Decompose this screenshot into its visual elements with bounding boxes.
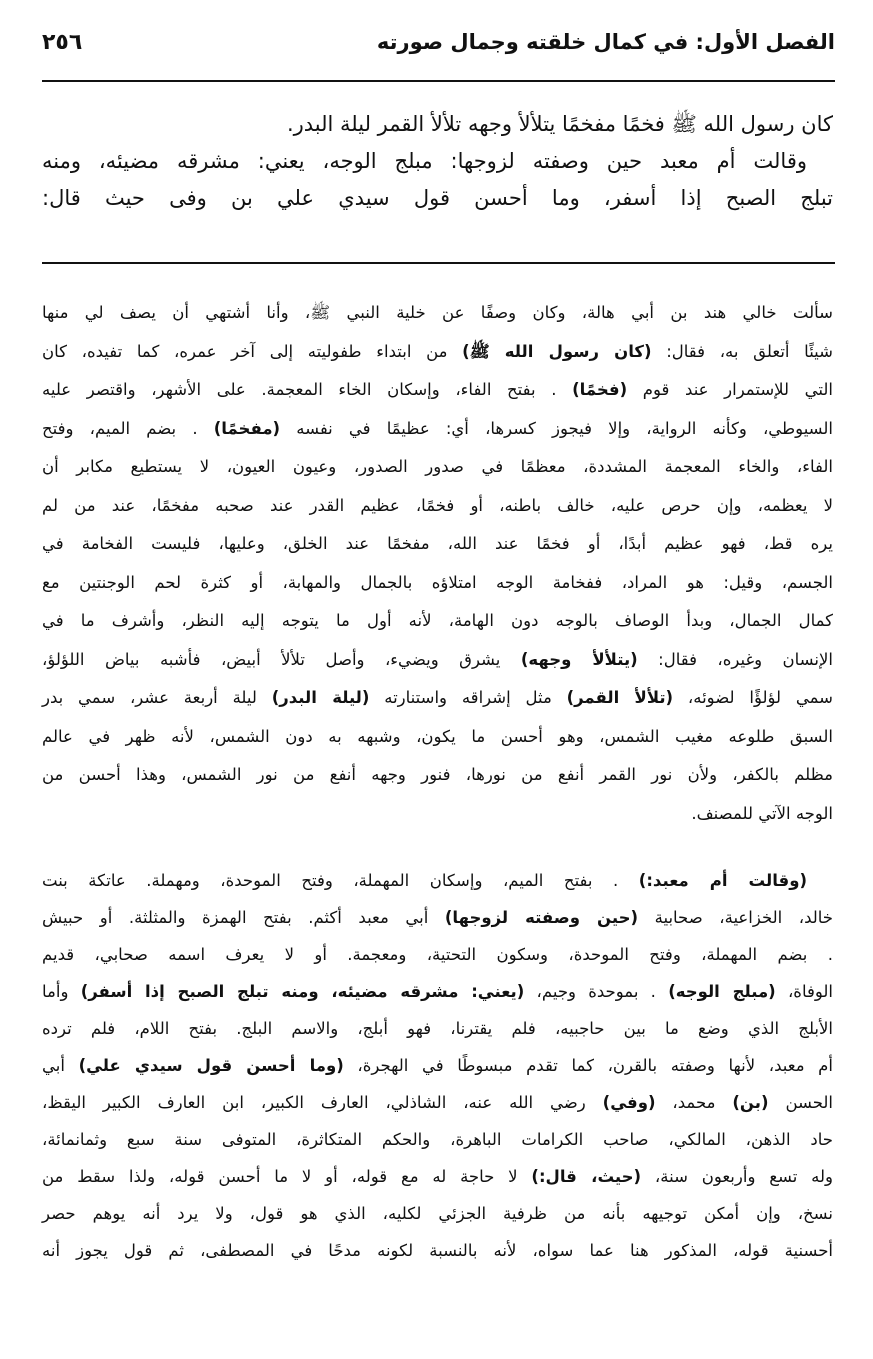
text-segment: كان رسول الله ﷺ فخمًا مفخمًا يتلألأ وجهه تلألأ القمر ليلة البدر. <box>286 112 833 136</box>
text-segment: . بفتح الفاء، وإسكان الخاء المعجمة. على الأشهر، واقتصر عليه <box>42 380 573 399</box>
text-segment: الوفاة، <box>775 982 834 1001</box>
text-line <box>42 795 833 834</box>
text-segment: رضي الله عنه، الشاذلي، العارف الكبير، ابن العارف الكبير اليقظ، <box>42 1093 603 1112</box>
text-line <box>42 371 833 410</box>
text-segment: كمال الجمال، وبدأ الوصاف بالوجه دون الهامة، لأنه أول ما يتوجه إليه النظر، وأشرف ما في <box>42 611 833 630</box>
bold-quoted-phrase: (كان رسول الله ﷺ) <box>462 341 652 361</box>
text-segment: نسخ، وإن أمكن توجيهه بأنه من ظرفية الجزئي لكليه، الذي هو قول، ولا يرد أنه يوهم حصر <box>42 1204 833 1223</box>
bold-quoted-phrase: (ليلة البدر) <box>271 688 370 707</box>
text-segment: الفاء، والخاء المعجمة المشددة، معظمًا في صدور الصدور، وعيون العيون، لا يستطيع مكابر أن <box>42 457 833 476</box>
text-line <box>42 487 833 526</box>
text-segment: الحسن <box>768 1093 833 1112</box>
text-segment: تبلج الصبح إذا أسفر، وما أحسن قول سيدي علي بن وفى حيث قال: <box>42 186 833 210</box>
text-line <box>42 862 833 899</box>
text-line <box>42 448 833 487</box>
text-segment: محمد، <box>655 1093 733 1112</box>
text-segment: أم معبد، لأنها وصفته بالقرن، كما تقدم مبسوطًا في الهجرة، <box>343 1056 833 1075</box>
text-line <box>42 143 833 180</box>
text-line <box>42 1195 833 1232</box>
bold-quoted-phrase: (وفي) <box>602 1093 656 1112</box>
text-line <box>42 410 833 449</box>
text-segment: . بضم الميم، وفتح <box>42 418 214 438</box>
text-line <box>42 641 833 680</box>
bold-quoted-phrase: (مبلج الوجه) <box>668 982 776 1001</box>
text-line <box>42 333 833 372</box>
text-line <box>42 525 833 564</box>
text-line <box>42 679 833 718</box>
text-segment: الوجه الآتي للمصنف. <box>691 803 833 823</box>
text-segment: سألت خالي هند بن أبي هالة، وكان وصفًا عن خلية النبي ﷺ، وأنا أشتهي أن يصف لي منها <box>42 303 833 322</box>
text-line <box>42 1084 833 1121</box>
main-text <box>42 106 833 217</box>
bold-quoted-phrase: (حين وصفته لزوجها) <box>444 908 639 927</box>
bold-quoted-phrase: (وقالت أم معبد:) <box>638 871 807 890</box>
bold-quoted-phrase: (يتلألأ وجهه) <box>520 649 638 669</box>
text-line <box>42 936 833 973</box>
text-segment: أحسنية قوله، المذكور هنا عما سواه، لأنه بالنسبة لكونه مدحًا في المصطفى، ثم قول يجوز أنه <box>42 1241 833 1260</box>
text-line <box>42 1010 833 1047</box>
text-line <box>42 756 833 795</box>
bold-quoted-phrase: (وما أحسن قول سيدي علي) <box>78 1056 344 1075</box>
text-commentary-divider <box>42 262 835 264</box>
text-segment: . بفتح الميم، وإسكان المهملة، وفتح الموحدة، ومهملة. عاتكة بنت <box>42 871 639 890</box>
text-segment: . بضم المهملة، وفتح الموحدة، وسكون التحتية، ومعجمة. أو لا يعرف اسمه صحابي، قديم <box>42 945 833 964</box>
text-line <box>42 180 833 217</box>
page-number: ٢٥٦ <box>42 30 83 55</box>
text-segment: سمي لؤلؤًا لضوئه، <box>673 688 833 707</box>
bold-quoted-phrase: (مفخمًا) <box>213 418 281 438</box>
bold-quoted-phrase: (يعني: مشرقه مضيئه، ومنه تبلج الصبح إذا أسفر) <box>80 982 525 1001</box>
text-segment: وقالت أم معبد حين وصفته لزوجها: مبلج الوجه، يعني: مشرقه مضيئه، ومنه <box>42 149 807 173</box>
text-line <box>42 899 833 936</box>
text-segment: حاد الذهن، المالكي، صاحب الكرامات الباهرة، والحكم المتكاثرة، المتوفى سنة سبع وثمانمائة، <box>42 1130 833 1149</box>
bold-quoted-phrase: (حيث، قال:) <box>531 1167 642 1186</box>
text-segment: مظلم بالكفر، ولأن نور القمر أنفع من نورها، فنور وجهه أنفع من نور الشمس، وهذا أحسن من <box>42 765 833 784</box>
text-segment: من ابتداء طفوليته إلى آخر عمره، كما تفيده، كان <box>42 341 463 361</box>
chapter-title: الفصل الأول: في كمال خلقته وجمال صورته <box>376 30 835 54</box>
text-segment: أبي <box>42 1056 79 1075</box>
page-header <box>42 28 835 64</box>
text-segment: الأبلج الذي وضع ما بين حاجبيه، فلم يقترنا، فهو أبلج، والاسم البلج. بفتح اللام، فلم ترده <box>42 1019 833 1038</box>
text-segment: شيئًا أتعلق به، فقال: <box>651 341 833 361</box>
text-segment: . بموحدة وجيم، <box>524 982 669 1001</box>
text-line <box>42 973 833 1010</box>
text-segment: لا حاجة له مع قوله، أو لا ما أحسن قوله، ولذا سقط من <box>42 1167 532 1186</box>
text-line <box>42 294 833 333</box>
text-line <box>42 718 833 757</box>
commentary-paragraph-2 <box>42 862 833 1269</box>
text-segment: التي للإستمرار عند قوم <box>627 380 833 399</box>
text-line <box>42 602 833 641</box>
commentary-paragraph-1 <box>42 294 833 833</box>
text-segment: أبي معبد أكثم. بفتح الهمزة والمثلثة. أو حبيش <box>42 908 445 927</box>
text-segment: الإنسان وغيره، فقال: <box>637 649 833 669</box>
text-segment: السيوطي، وكأنه الرواية، وإلا فيجوز كسرها، أي: عظيمًا في نفسه <box>280 418 833 438</box>
text-segment: يره قط، فهو عظيم أبدًا، أو فخمًا عند الله، مفخمًا عند الخلق، وعليها، فليست الفخامة في <box>42 534 833 553</box>
text-line <box>42 564 833 603</box>
bold-quoted-phrase: (فخمًا) <box>572 380 628 399</box>
bold-quoted-phrase: (تلألأ القمر) <box>566 688 674 707</box>
text-segment: ليلة أربعة عشر، سمي بدر <box>42 688 272 707</box>
header-rule <box>42 80 835 82</box>
text-line <box>42 106 833 143</box>
text-line <box>42 1158 833 1195</box>
text-line <box>42 1121 833 1158</box>
text-segment: لا يعظمه، وإن حرص عليه، خالف باطنه، أو فخمًا، عظيم القدر عند صحبه مفخمًا، عند من لم <box>42 495 833 515</box>
text-segment: السبق طلوعه مغيب الشمس، وهو أحسن ما يكون، وشبهه به دون الشمس، لأنه ظهر في عالم <box>42 726 833 746</box>
text-segment: وله تسع وأربعون سنة، <box>641 1167 833 1186</box>
text-segment: مثل إشراقه واستنارته <box>369 688 567 707</box>
bold-quoted-phrase: (بن) <box>732 1093 769 1112</box>
text-line <box>42 1232 833 1269</box>
text-segment: يشرق ويضيء، وأصل تلألأ أبيض، فأشبه بياض اللؤلؤ، <box>42 649 521 669</box>
text-segment: وأما <box>42 982 81 1001</box>
text-segment: الجسم، وقيل: هو المراد، ففخامة الوجه امتلاؤه بالجمال والمهابة، أو كثرة لحم الوجنتين مع <box>42 572 833 592</box>
text-segment: خالد، الخزاعية، صحابية <box>638 908 834 927</box>
text-line <box>42 1047 833 1084</box>
